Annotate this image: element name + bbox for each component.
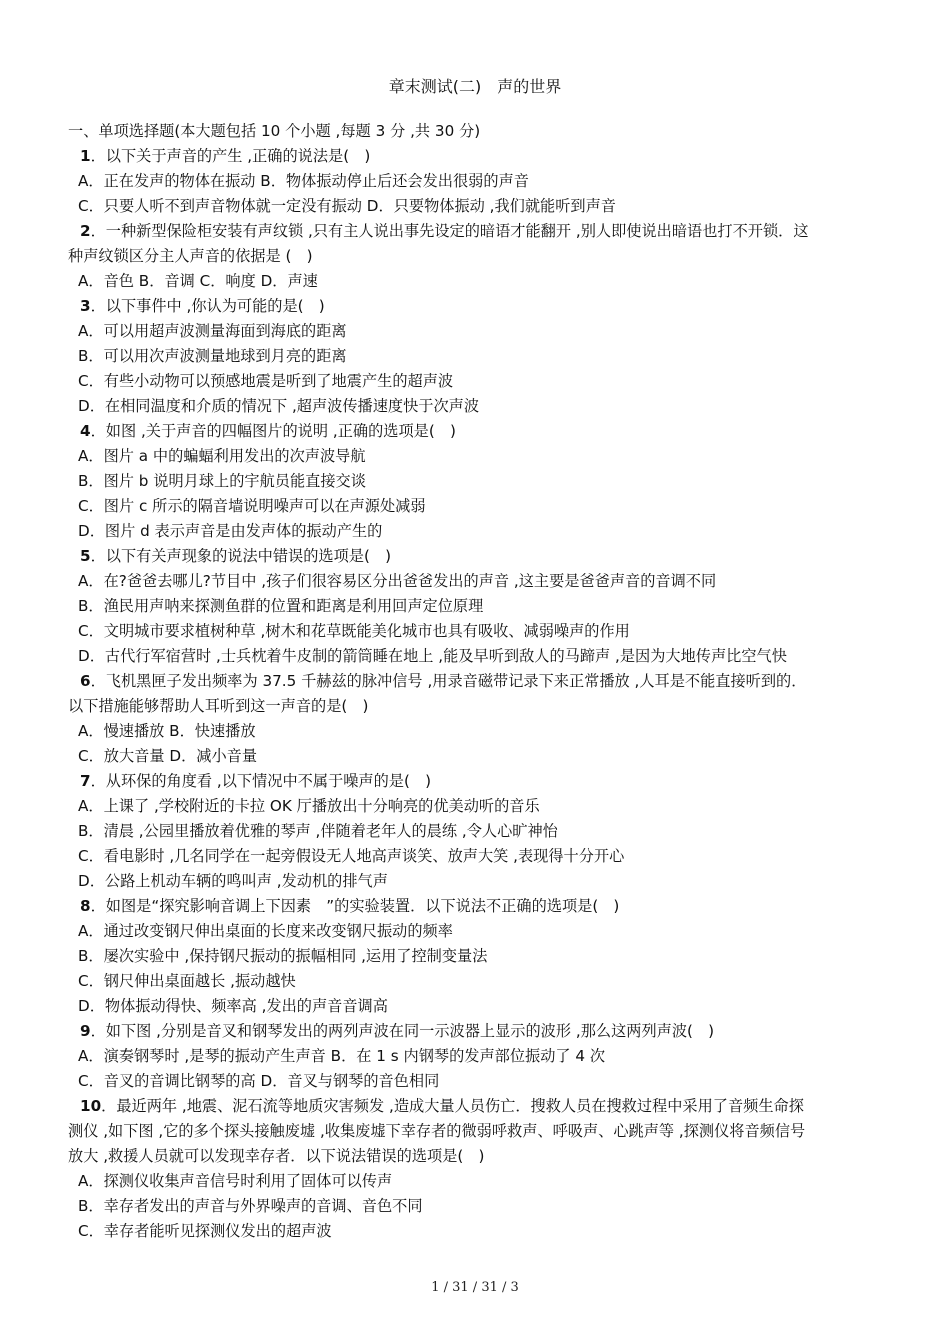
answer-option: B．可以用次声波测量地球到月亮的距离 <box>78 347 347 365</box>
question-list <box>68 144 888 1244</box>
question-text: ．如图 ,关于声音的四幅图片的说明 ,正确的选项是( ) <box>90 422 456 440</box>
answer-option: D．古代行军宿营时 ,士兵枕着牛皮制的箭筒睡在地上 ,能及早听到敌人的马蹄声 ,是因为大地传声比空气快 <box>78 647 787 665</box>
answer-option: C．放大音量 D．减小音量 <box>78 747 258 765</box>
answer-option: C．文明城市要求植树种草 ,树木和花草既能美化城市也具有吸收、减弱噪声的作用 <box>78 622 630 640</box>
question-text: ．以下有关声现象的说法中错误的选项是( ) <box>90 547 391 565</box>
answer-option: A．探测仪收集声音信号时利用了固体可以传声 <box>78 1172 393 1190</box>
question-text: ．如图是“探究影响音调上下因素 ”的实验装置．以下说法不正确的选项是( ) <box>90 897 620 915</box>
answer-option: B．清晨 ,公园里播放着优雅的琴声 ,伴随着老年人的晨练 ,令人心旷神怡 <box>78 822 558 840</box>
question-text: ．如下图 ,分别是音叉和钢琴发出的两列声波在同一示波器上显示的波形 ,那么这两列声波( ) <box>90 1022 715 1040</box>
question-text: ．最近两年 ,地震、泥石流等地质灾害频发 ,造成大量人员伤亡．搜救人员在搜救过程中采用了音频生命探 <box>101 1097 804 1115</box>
answer-option: A．慢速播放 B．快速播放 <box>78 722 256 740</box>
question-number: 10 <box>80 1097 102 1115</box>
answer-option: B．渔民用声呐来探测鱼群的位置和距离是利用回声定位原理 <box>78 597 484 615</box>
question-stem <box>68 894 888 919</box>
question-continuation: 放大 ,救援人员就可以发现幸存者．以下说法错误的选项是( ) <box>68 1147 485 1165</box>
question-stem <box>68 144 888 169</box>
question-stem <box>68 769 888 794</box>
question-stem <box>68 219 888 244</box>
answer-option: D．公路上机动车辆的鸣叫声 ,发动机的排气声 <box>78 872 388 890</box>
answer-option: C．图片 c 所示的隔音墙说明噪声可以在声源处减弱 <box>78 497 426 515</box>
question-continuation: 测仪 ,如下图 ,它的多个探头接触废墟 ,收集废墟下幸存者的微弱呼救声、呼吸声、心跳声等 ,探测仪将音频信号 <box>68 1122 806 1140</box>
question-stem <box>68 294 888 319</box>
answer-option: C．看电影时 ,几名同学在一起旁假设无人地高声谈笑、放声大笑 ,表现得十分开心 <box>78 847 625 865</box>
answer-option: B．幸存者发出的声音与外界噪声的音调、音色不同 <box>78 1197 423 1215</box>
question-number: 6 <box>80 672 91 690</box>
answer-option: B．图片 b 说明月球上的宇航员能直接交谈 <box>78 472 366 490</box>
question-text: ．飞机黑匣子发出频率为 37.5 千赫兹的脉冲信号 ,用录音磁带记录下来正常播放 ,人耳是不能直接听到的． <box>90 672 807 690</box>
answer-option: C．幸存者能听见探测仪发出的超声波 <box>78 1222 332 1240</box>
page-title: 章末测试(二) 声的世界 <box>388 77 562 96</box>
answer-option: D．物体振动得快、频率高 ,发出的声音音调高 <box>78 997 388 1015</box>
exam-content <box>68 119 888 1244</box>
question-number: 3 <box>80 297 91 315</box>
question-number: 1 <box>80 147 91 165</box>
answer-option: A．可以用超声波测量海面到海底的距离 <box>78 322 347 340</box>
question-text: ．一种新型保险柜安装有声纹锁 ,只有主人说出事先设定的暗语才能翻开 ,别人即使说出暗语也打不开锁．这 <box>90 222 809 240</box>
answer-option: C．只要人听不到声音物体就一定没有振动 D．只要物体振动 ,我们就能听到声音 <box>78 197 616 215</box>
question-number: 4 <box>80 422 91 440</box>
page-number: 1 / 31 / 31 / 3 <box>431 1280 519 1295</box>
question-continuation: 以下措施能够帮助人耳听到这一声音的是( ) <box>68 697 369 715</box>
question-stem <box>68 1094 888 1119</box>
answer-option: B．屡次实验中 ,保持钢尺振动的振幅相同 ,运用了控制变量法 <box>78 947 488 965</box>
answer-option: A．演奏钢琴时 ,是琴的振动产生声音 B．在 1 s 内钢琴的发声部位振动了 4 次 <box>78 1047 606 1065</box>
question-text: ．从环保的角度看 ,以下情况中不属于噪声的是( ) <box>90 772 432 790</box>
question-number: 9 <box>80 1022 91 1040</box>
answer-option: D．图片 d 表示声音是由发声体的振动产生的 <box>78 522 383 540</box>
question-number: 5 <box>80 547 91 565</box>
question-text: ．以下事件中 ,你认为可能的是( ) <box>90 297 325 315</box>
question-stem <box>68 669 888 694</box>
question-stem <box>68 1019 888 1044</box>
question-text: ．以下关于声音的产生 ,正确的说法是( ) <box>90 147 371 165</box>
question-number: 7 <box>80 772 91 790</box>
answer-option: A．正在发声的物体在振动 B．物体振动停止后还会发出很弱的声音 <box>78 172 529 190</box>
question-continuation: 种声纹锁区分主人声音的依据是 ( ) <box>68 247 313 265</box>
question-number: 8 <box>80 897 91 915</box>
answer-option: A．图片 a 中的蝙蝠利用发出的次声波导航 <box>78 447 366 465</box>
question-number: 2 <box>80 222 91 240</box>
answer-option: A．通过改变钢尺伸出桌面的长度来改变钢尺振动的频率 <box>78 922 453 940</box>
answer-option: A．在?爸爸去哪儿?节目中 ,孩子们很容易区分出爸爸发出的声音 ,这主要是爸爸声音的音调不同 <box>78 572 717 590</box>
section-heading: 一、单项选择题(本大题包括 10 个小题 ,每题 3 分 ,共 30 分) <box>68 122 481 140</box>
question-stem <box>68 419 888 444</box>
answer-option: C．音叉的音调比钢琴的高 D．音叉与钢琴的音色相同 <box>78 1072 440 1090</box>
answer-option: A．音色 B．音调 C．响度 D．声速 <box>78 272 318 290</box>
question-stem <box>68 544 888 569</box>
answer-option: C．钢尺伸出桌面越长 ,振动越快 <box>78 972 296 990</box>
answer-option: A．上课了 ,学校附近的卡拉 OK 厅播放出十分响亮的优美动听的音乐 <box>78 797 540 815</box>
answer-option: C．有些小动物可以预感地震是听到了地震产生的超声波 <box>78 372 454 390</box>
answer-option: D．在相同温度和介质的情况下 ,超声波传播速度快于次声波 <box>78 397 480 415</box>
